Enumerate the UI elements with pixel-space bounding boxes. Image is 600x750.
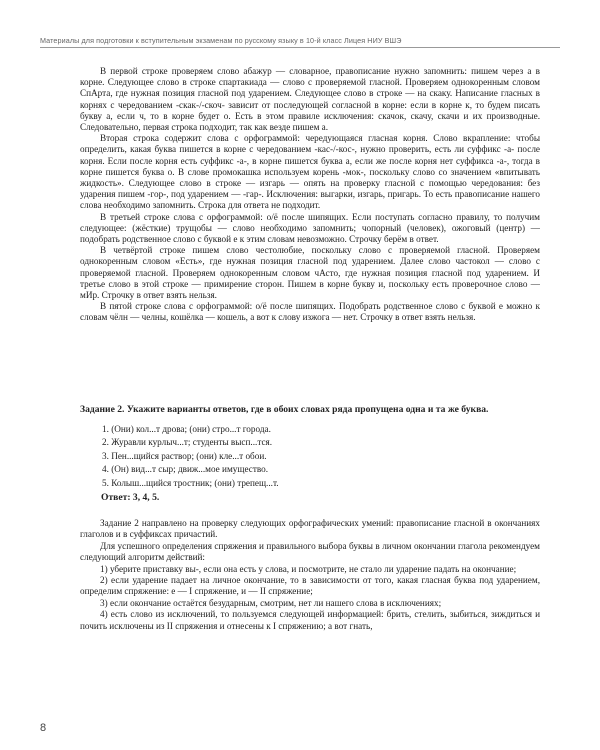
- explanation-paragraph: 4) есть слово из исключений, то пользуемся следующей информацией: брить, стелить, зыбиться, зиждиться и почить исключены из II спряжения и отнесены к I спряжению; а вот гнать,: [80, 609, 540, 631]
- option-item: 1. (Они) кол...т дрова; (они) стро...т города.: [102, 424, 271, 434]
- option-item: 2. Журавли курлыч...т; студенты высп...тся.: [102, 437, 273, 448]
- paragraph-line-3: В третьей строке слова с орфограммой: о/ё после шипящих. Если поступать согласно правилу, то получим следующее: (жёсткие) трущобы — слово необходимо запомнить; чопорный (человек), ожоговый (центр) — подобрать родственное слово с буквой е к этим словам невозможно. Строчку берём в ответ.: [80, 211, 540, 245]
- explanation-text: [80, 518, 540, 632]
- task-options: [80, 423, 480, 490]
- explanation-paragraph: Для успешного определения спряжения и правильного выбора буквы в личном окончании глагола рекомендуем следующий алгоритм действий:: [80, 540, 540, 563]
- explanation-paragraph: 1) уберите приставку вы-, если она есть у слова, и посмотрите, не стало ли ударение падать на окончание;: [100, 563, 517, 574]
- paragraph-line-2: Вторая строка содержит слова с орфограммой: чередующаяся гласная корня. Слово вкрапление: чтобы определить, какая буква пишется в корне с чередованием -кас-/-кос-, нужно проверить, есть ли суффикс -а- после корня. Если после корня есть суффикс -а-, в корне пишется буква а, если же после корня нет суффикса -а-, тогда в корне пишется буква о. В слове промокашка используем корень -мок-, поскольку слово со значением «впитывать жидкость». Следующее слово в строке — изгарь — опять на проверку гласной с помощью чередования: без ударения пишем -гор-, под ударением — -гар-. Исключения: выгарки, изгарь, пригарь. То есть правописание нашего слова необходимо запомнить. Строка для ответа не подходит.: [80, 133, 540, 211]
- main-text: [80, 66, 540, 324]
- paragraph-line-1: В первой строке проверяем слово абажур — словарное, правописание нужно запомнить: пишем через а в корне. Следующее слово в строке спартакиада — слово с проверяемой гласной. Проверяем однокоренным словом СпАрта, где нужная позиция гласной под ударением. Следующее слово в строке — на скаку. Написание гласных в корнях с чередованием -скак-/-скоч- зависит от последующей согласной в корне: если в корне к, то будем писать букву а, если ч, то в корне будет о. Есть в этом правиле исключения: скачок, скачу, скачи и их производные. Следовательно, первая строка подходит, так как везде пишем а.: [80, 66, 540, 133]
- option-item: 3. Пен...щийся раствор; (они) кле...т обои.: [102, 450, 267, 461]
- paragraph-line-5: В пятой строке слова с орфограммой: о/ё после шипящих. Подобрать родственное слово с буквой е можно к словам чёлн — челны, кошёлка — кошель, а вот к слову изжога — нет. Строчку в ответ взять нельзя.: [80, 301, 540, 323]
- explanation-paragraph: 2) если ударение падает на личное окончание, то в зависимости от того, какая гласная буква под ударением, определим спряжение: е — I спряжение, и — II спряжение;: [80, 575, 540, 597]
- explanation-paragraph: Задание 2 направлено на проверку следующих орфографических умений: правописание гласной в окончаниях глаголов и в суффиксах причастий.: [80, 518, 540, 540]
- option-item: 5. Колыш...щийся тростник; (они) трепещ...т.: [102, 477, 279, 488]
- page-number: 8: [40, 722, 47, 734]
- explanation-paragraph: 3) если окончание остаётся безударным, смотрим, нет ли нашего слова в исключениях;: [100, 597, 442, 608]
- task-heading: Задание 2. Укажите варианты ответов, где в обоих словах ряда пропущена одна и та же буква.: [80, 404, 489, 415]
- option-item: 4. (Он) вид...т сыр; движ...мое имущество.: [102, 464, 269, 475]
- paragraph-line-4: В четвёртой строке пишем слово честолюбие, поскольку слово с проверяемой гласной. Проверяем однокоренным словом «Есть», где нужная позиция гласной под ударением. Далее слово частокол — слово с проверяемой гласной. Проверяем однокоренным словом чАсто, где нужная позиция гласной под ударением. И третье слово в этой строке — примирение сторон. Пишем в корне букву и, поскольку есть проверочное слово — мИр. Строчку в ответ взять нельзя.: [80, 245, 540, 301]
- answer-line: Ответ: 3, 4, 5.: [101, 492, 160, 503]
- running-header: Материалы для подготовки к вступительным экзаменам по русскому языку в 10-й класс Лицея НИУ ВШЭ: [40, 36, 560, 48]
